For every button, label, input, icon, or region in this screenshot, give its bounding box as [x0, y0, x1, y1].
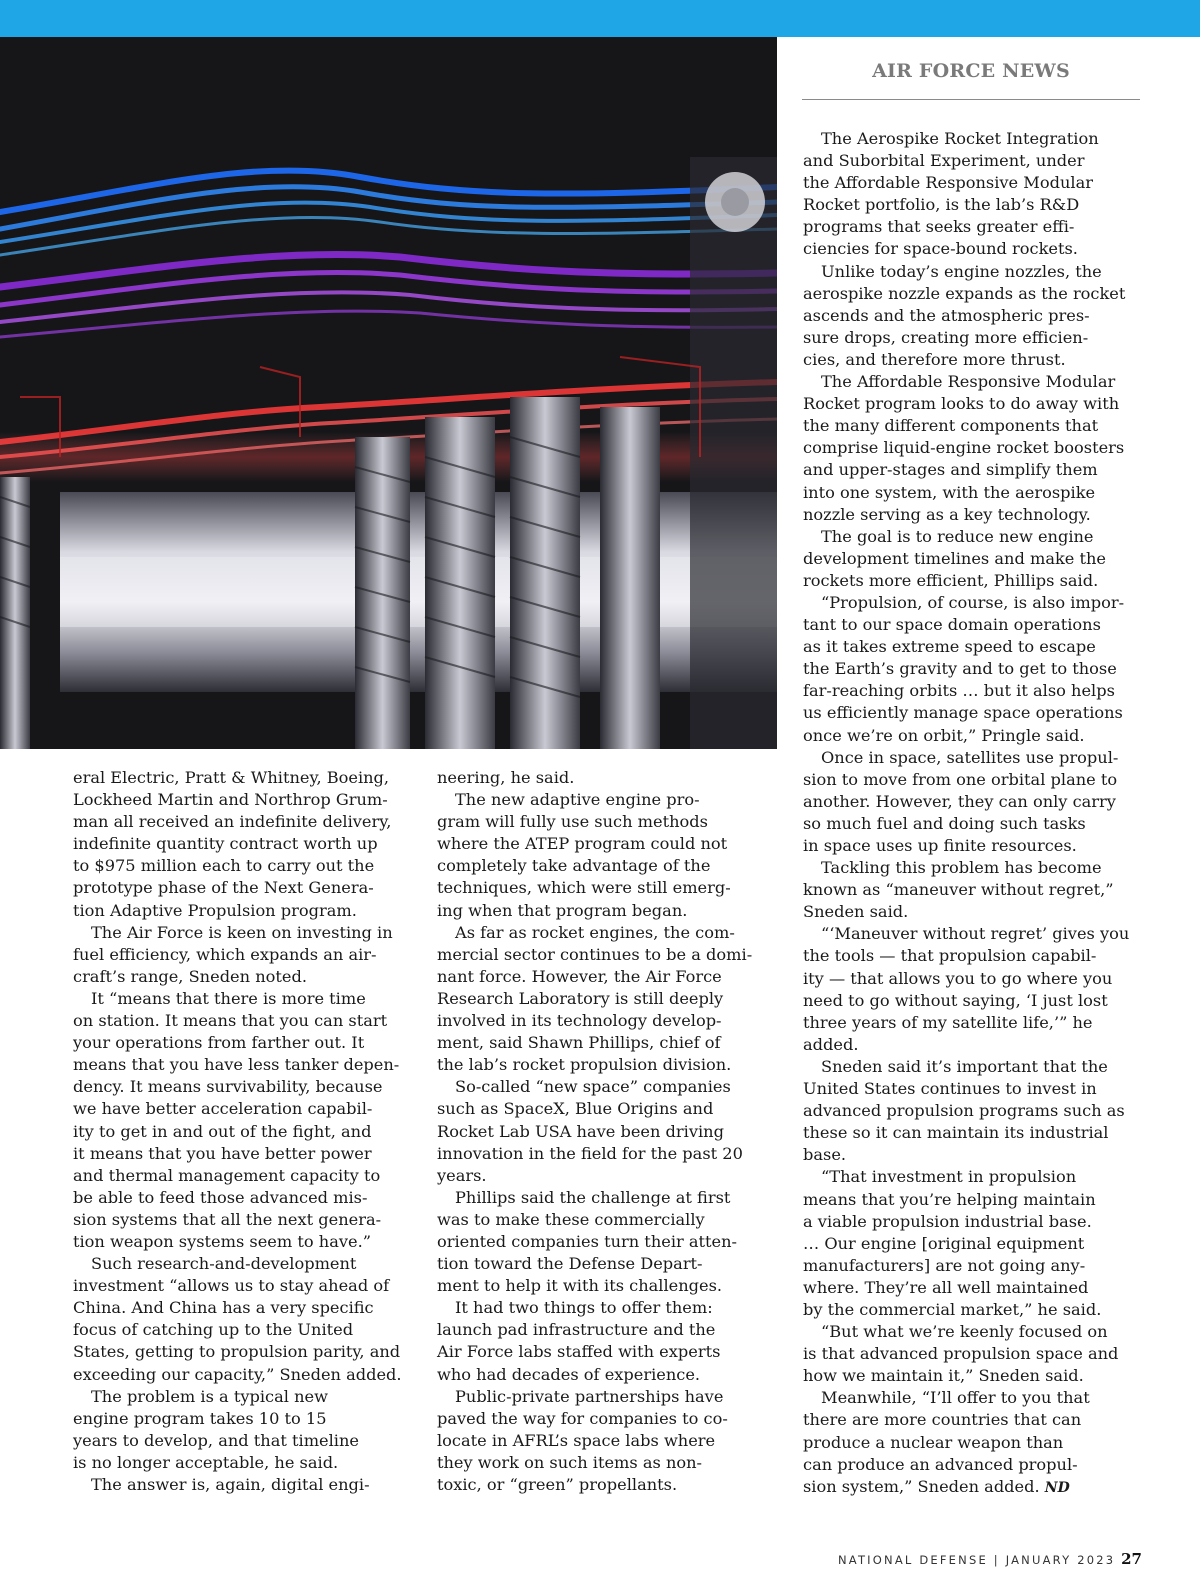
end-mark: ND [1044, 1479, 1070, 1496]
paragraph: eral Electric, Pratt & Whitney, Boeing, Lockheed Martin and Northrop Grum- man all received an indefinite delivery, indefinite quantity contract worth up to $975 million each to carry out the prototype phase of the Next Genera- tion Adaptive Propulsion program. [73, 768, 392, 920]
final-paragraph [803, 1387, 1148, 1498]
paragraph: “That investment in propulsion means that you’re helping maintain a viable propulsion industrial base. … Our engine [original equipment manufacturers] are not going any- where. They’re all well maintained by the commercial market,” he said. [803, 1167, 1102, 1319]
footer-separator: | [993, 1553, 1000, 1567]
article-column-3 [803, 128, 1148, 1499]
paragraph: It “means that there is more time on station. It means that you can start your operations from farther out. It means that you have less tanker depen- dency. It means survivability, because we have better acceleration capabil- ity to get in and out of the fight, and it means that you have better power and thermal management capacity to be able to feed those advanced mis- sion systems that all the next genera- tion weapon systems seem to have.” [73, 988, 400, 1251]
page-number: 27 [1121, 1550, 1142, 1568]
paragraph: The answer is, again, digital engi- [91, 1475, 370, 1494]
publication-name: NATIONAL DEFENSE [837, 1553, 988, 1567]
page-footer [838, 1550, 1142, 1568]
article-column-2 [437, 767, 782, 1496]
paragraph: The goal is to reduce new engine development timelines and make the rockets more efficient, Phillips said. [803, 526, 1107, 590]
section-divider [802, 99, 1140, 100]
paragraph: “Propulsion, of course, is also impor- tant to our space domain operations as it takes extreme speed to escape the Earth’s gravity and to get to those far-reaching orbits … but it also helps us efficiently manage space operations once we’re on orbit,” Pringle said. [803, 592, 1125, 745]
paragraph: So-called “new space” companies such as SpaceX, Blue Origins and Rocket Lab USA have been driving innovation in the field for the past 20 years. [437, 1077, 743, 1185]
paragraph: The Air Force is keen on investing in fuel efficiency, which expands an air- craft’s range, Sneden noted. [73, 922, 393, 986]
paragraph: As far as rocket engines, the com- mercial sector continues to be a domi- nant force. However, the Air Force Research Laboratory is still deeply involved in its technology develop- ment, said Shawn Phillips, chief of the lab’s rocket propulsion division. [437, 922, 753, 1075]
paragraph: “‘Maneuver without regret’ gives you the tools — that propulsion capabil- ity — that allows you to go where you need to go without saying, ‘I just lost three years of my satellite life,’” he added. [803, 924, 1130, 1054]
paragraph: The Aerospike Rocket Integration and Suborbital Experiment, under the Affordable Responsive Modular Rocket portfolio, is the lab’s R&D programs that seeks greater effi- ciencies for space-bound rockets. [803, 129, 1099, 259]
paragraph: Phillips said the challenge at first was to make these commercially oriented companies turn their atten- tion toward the Defense Depart- ment to help it with its challenges. [437, 1187, 738, 1296]
section-label: AIR FORCE NEWS [872, 60, 1070, 82]
paragraph: The Affordable Responsive Modular Rocket program looks to do away with the many different components that comprise liquid-engine rocket boosters and upper-stages and simplify them into one system, with the aerospike nozzle serving as a key technology. [803, 372, 1125, 524]
issue-date: JANUARY 2023 [1005, 1553, 1116, 1567]
paragraph: The problem is a typical new engine program takes 10 to 15 years to develop, and that timeline is no longer acceptable, he said. [73, 1386, 359, 1472]
paragraph: It had two things to offer them: launch pad infrastructure and the Air Force labs staffed with experts who had decades of experience. [437, 1298, 721, 1384]
jet-engine-cutaway-illustration [0, 37, 777, 749]
paragraph: Unlike today’s engine nozzles, the aerospike nozzle expands as the rocket ascends and the atmospheric pres- sure drops, creating more efficien- cies, and therefore more thrust. [803, 261, 1126, 369]
paragraph: Once in space, satellites use propul- sion to move from one orbital plane to another. However, they can only carry so much fuel and doing such tasks in space uses up finite resources. [803, 747, 1119, 855]
paragraph: Sneden said it’s important that the United States continues to invest in advanced propulsion programs such as these so it can maintain its industrial base. [803, 1056, 1125, 1165]
paragraph: Public-private partnerships have paved the way for companies to co- locate in AFRL’s space labs where they work on such items as non- toxic, or “green” propellants. [437, 1386, 728, 1494]
article-column-1 [73, 767, 418, 1496]
paragraph: neering, he said. [437, 768, 575, 787]
final-paragraph-text: Meanwhile, “I’ll offer to you that there are more countries that can produce a nuclear weapon than can produce an advanced propul- sion system,” Sneden added. [803, 1388, 1090, 1496]
paragraph: “But what we’re keenly focused on is that advanced propulsion space and how we maintain it,” Sneden said. [803, 1322, 1119, 1386]
paragraph: Tackling this problem has become known as “maneuver without regret,” Sneden said. [803, 858, 1114, 922]
top-color-bar [0, 0, 1200, 37]
paragraph: The new adaptive engine pro- gram will fully use such methods where the ATEP program could not completely take advantage of the techniques, which were still emerg- ing when that program began. [437, 790, 731, 920]
paragraph: Such research-and-development investment “allows us to stay ahead of China. And China has a very specific focus of catching up to the United States, getting to propulsion parity, and exceeding our capacity,” Sneden added. [73, 1254, 402, 1384]
